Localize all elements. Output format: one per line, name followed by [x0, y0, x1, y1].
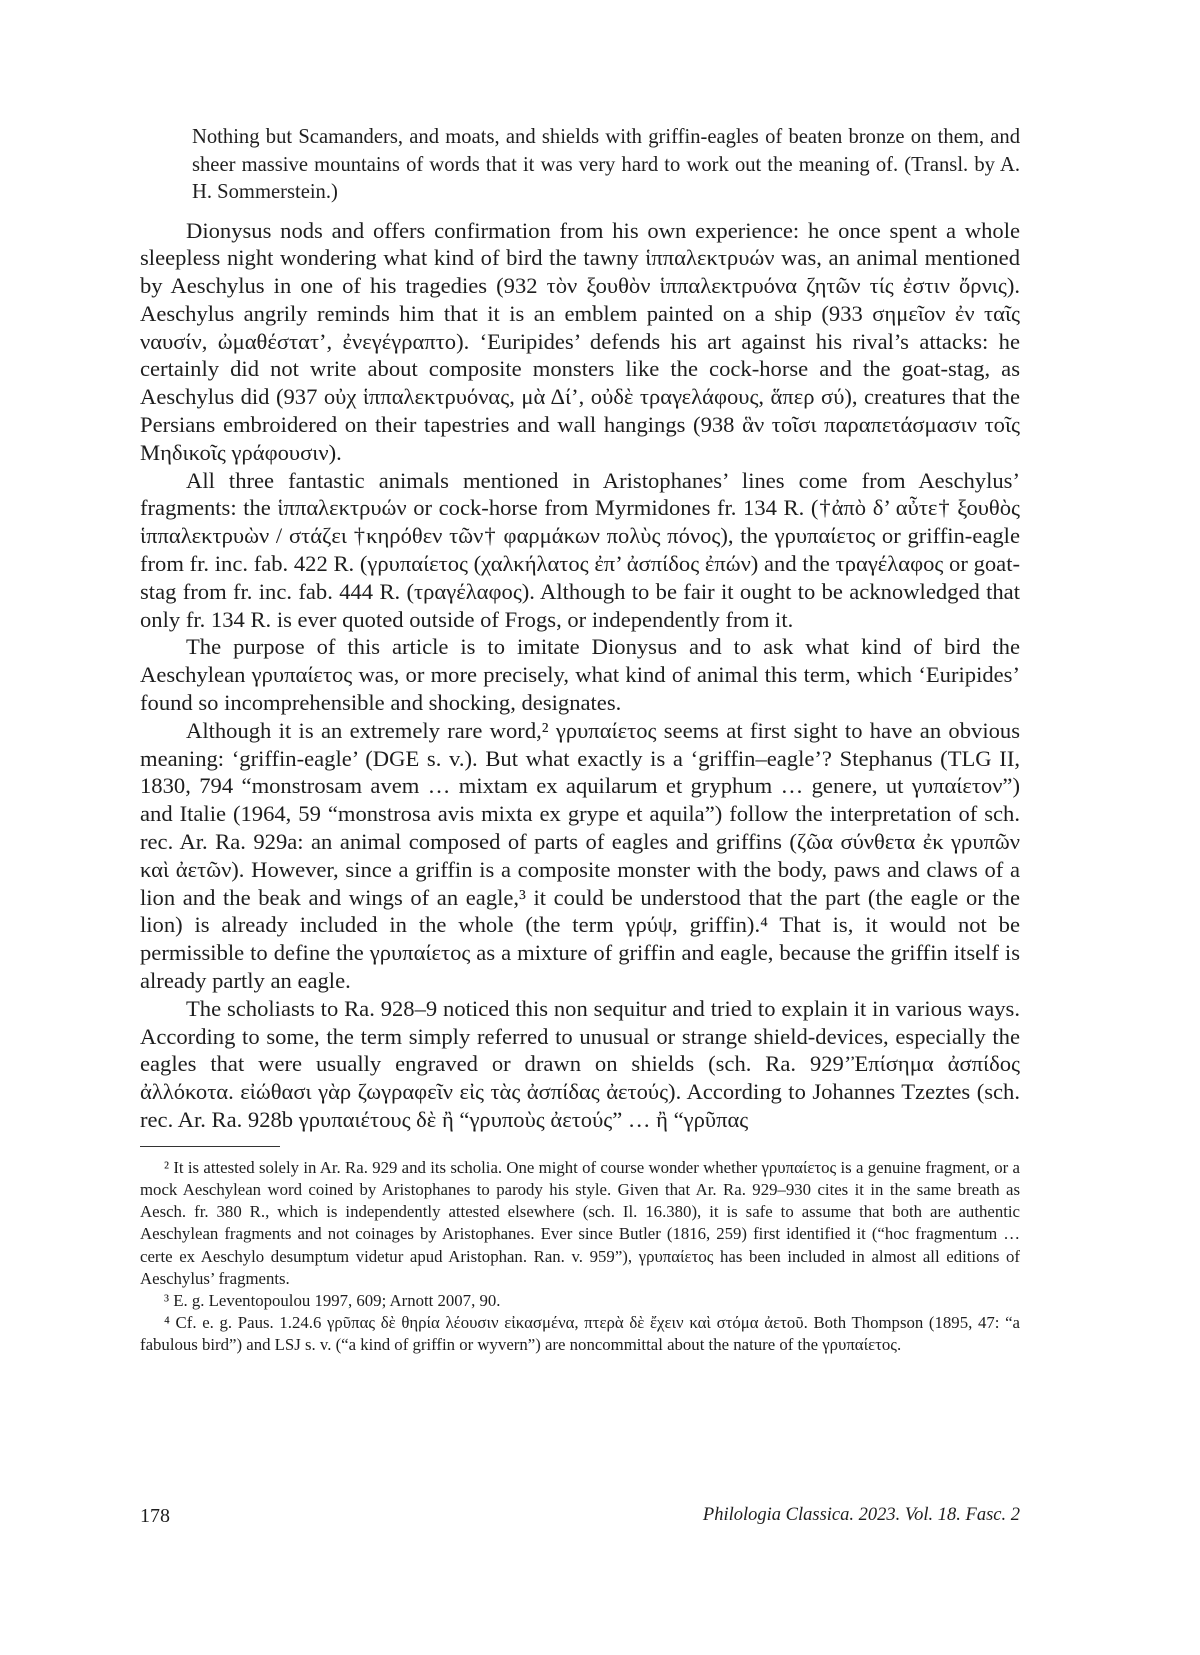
- footnote-separator: [140, 1146, 280, 1147]
- paragraph-1: Dionysus nods and offers confirmation from his own experience: he once spent a whole sleepless night wondering what kind of bird the tawny ἱππαλεκτρυών was, an animal mentioned by Aeschylus in one of his tragedies (932 τὸν ξουθὸν ἱππαλεκτρυόνα ζητῶν τίς ἐστιν ὄρνις). Aeschylus angrily reminds him that it is an emblem painted on a ship (933 σημεῖον ἐν ταῖς ναυσίν, ὠμαθέστατ’, ἐνεγέγραπτο). ‘Euripides’ defends his art against his rival’s attacks: he certainly did not write about composite monsters like the cock-horse and the goat-stag, as Aeschylus did (937 οὐχ ἱππαλεκτρυόνας, μὰ Δί’, οὐδὲ τραγελάφους, ἅπερ σύ), creatures that the Persians embroidered on their tapestries and wall hangings (938 ἃν τοῖσι παραπετάσμασιν τοῖς Μηδικοῖς γράφουσιν).: [140, 217, 1020, 465]
- footnote-2: ² It is attested solely in Ar. Ra. 929 and its scholia. One might of course wonder whether γρυπαίετος is a genuine fragment, or a mock Aeschylean word coined by Aristophanes to parody his style. Given that Ar. Ra. 929–930 cites it in the same breath as Aesch. fr. 380 R., which is independently attested elsewhere (sch. Il. 16.380), it is safe to assume that both are authentic Aeschylean fragments and not coinages by Aristophanes. Ever since Butler (1816, 259) first identified it (“hoc fragmentum … certe ex Aeschylo desumptum videtur apud Aristophan. Ran. v. 959”), γρυπαίετος has been included in almost all editions of Aeschylus’ fragments.: [140, 1157, 1020, 1288]
- paragraph-5: The scholiasts to Ra. 928–9 noticed this non sequitur and tried to explain it in various ways. According to some, the term simply referred to unusual or strange shield-devices, especially the eagles that were usually engraved or drawn on shields (sch. Ra. 929’Ἐπίσημα ἀσπίδος ἀλλόκοτα. εἰώθασι γὰρ ζωγραφεῖν εἰς τὰς ἀσπίδας ἀετούς). According to Johannes Tzeztes (sch. rec. Ar. Ra. 928b γρυπαιέτους δὲ ἢ “γρυποὺς ἀετούς” … ἢ “γρῦπας: [140, 995, 1020, 1132]
- paragraph-4: Although it is an extremely rare word,² γρυπαίετος seems at first sight to have an obvious meaning: ‘griffin-eagle’ (DGE s. v.). But what exactly is a ‘griffin–eagle’? Stephanus (TLG II, 1830, 794 “monstrosam avem … mixtam ex aquilarum et gryphum … genere, ut γυπαίετον”) and Italie (1964, 59 “monstrosa avis mixta ex grype et aquila”) follow the interpretation of sch. rec. Ar. Ra. 929a: an animal composed of parts of eagles and griffins (ζῶα σύνθετα ἐκ γρυπῶν καὶ ἀετῶν). However, since a griffin is a composite monster with the body, paws and claws of a lion and the beak and wings of an eagle,³ it could be understood that the part (the eagle or the lion) is already included in the whole (the term γρύψ, griffin).⁴ That is, it would not be permissible to define the γρυπαίετος as a mixture of griffin and eagle, because the griffin itself is already partly an eagle.: [140, 717, 1020, 994]
- paragraph-2: All three fantastic animals mentioned in Aristophanes’ lines come from Aeschylus’ fragments: the ἱππαλεκτρυών or cock-horse from Myrmidones fr. 134 R. (†ἀπὸ δ’ αὖτε† ξουθὸς ἱππαλεκτρυὼν / στάζει †κηρόθεν τῶν† φαρμάκων πολὺς πόνος), the γρυπαίετος or griffin-eagle from fr. inc. fab. 422 R. (γρυπαίετος (χαλκήλατος ἐπ’ ἀσπίδος ἐπών) and the τραγέλαφος or goat-stag from fr. inc. fab. 444 R. (τραγέλαφος). Although to be fair it ought to be acknowledged that only fr. 134 R. is ever quoted outside of Frogs, or independently from it.: [140, 467, 1020, 632]
- footnote-3: ³ E. g. Leventopoulou 1997, 609; Arnott 2007, 90.: [164, 1291, 501, 1311]
- journal-citation: Philologia Classica. 2023. Vol. 18. Fasc. 2: [702, 1505, 1020, 1525]
- block-quote: Nothing but Scamanders, and moats, and shields with griffin-eagles of beaten bronze on them, and sheer massive mountains of words that it was very hard to work out the meaning of. (Transl. by A. H. Sommerstein.): [192, 126, 1020, 203]
- page-number: 178: [140, 1505, 170, 1527]
- page-body: [140, 124, 1020, 1357]
- paragraph-3: The purpose of this article is to imitate Dionysus and to ask what kind of bird the Aeschylean γρυπαίετος was, or more precisely, what kind of animal this term, which ‘Euripides’ found so incomprehensible and shocking, designates.: [140, 634, 1020, 716]
- footnote-4: ⁴ Cf. e. g. Paus. 1.24.6 γρῦπας δὲ θηρία λέουσιν εἰκασμένα, πτερὰ δὲ ἔχειν καὶ στόμα ἀετοῦ. Both Thompson (1895, 47: “a fabulous bird”) and LSJ s. v. (“a kind of griffin or wyvern”) are noncommittal about the nature of the γρυπαίετος.: [140, 1313, 1020, 1355]
